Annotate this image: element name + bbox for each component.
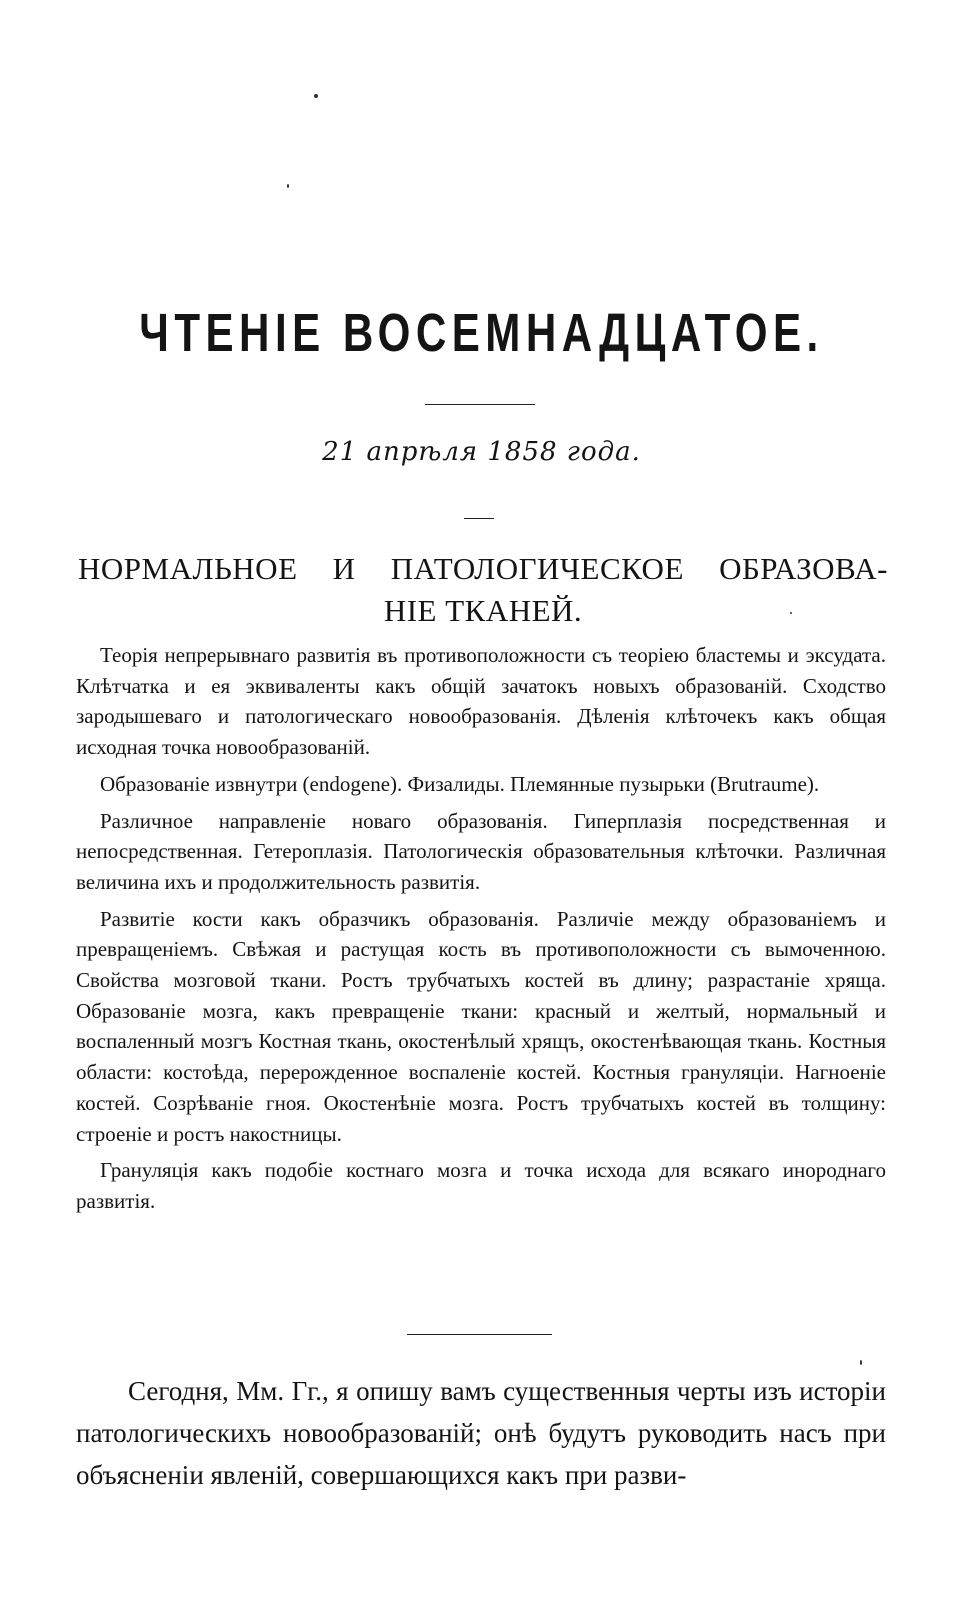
summary-paragraph: Развитіе кости какъ образчикъ образованія. Различіе между образованіемъ и превращеніемъ. Свѣжая и растущая кость въ противоположности съ вымоченною. Свойства мозговой ткани. Ростъ трубчатыхъ костей въ длину; разрастаніе хряща. Образованіе мозга, какъ превращеніе ткани: красный и желтый, нормальный и воспаленный мозгъ Костная ткань, окостенѣлый хрящъ, окостенѣвающая ткань. Костныя области: костоѣда, перерожденное воспаленіе костей. Костныя грануляціи. Нагноеніе костей. Созрѣваніе гноя. Окостенѣніе мозга. Ростъ трубчатыхъ костей въ толщину: строеніе и ростъ накостницы. <box>76 906 886 1146</box>
section-heading-line-2: НІЕ ТКАНЕЙ. <box>383 593 583 628</box>
ink-speck <box>860 1360 862 1365</box>
summary-paragraph: Различное направленіе новаго образованія. Гиперплазія посредственная и непосредственная. Гетероплазія. Патологическія образовательныя клѣточки. Различная величина ихъ и продолжительность развитія. <box>76 808 886 894</box>
body-paragraph: Сегодня, Мм. Гг., я опишу вамъ существенныя черты изъ исторіи патологическихъ новообразованій; онѣ будутъ руководить насъ при объясненіи явленій, совершающихся какъ при разви- <box>76 1376 886 1490</box>
section-heading <box>78 548 888 632</box>
lecture-date: 21 апрѣля 1858 года. <box>322 437 641 467</box>
title-divider <box>425 404 535 405</box>
summary-paragraph: Теорія непрерывнаго развитія въ противоположности съ теоріею бластемы и эксудата. Клѣтчатка и ея эквиваленты какъ общій зачатокъ новыхъ образованій. Сходство зародышеваго и патологическаго новообразованія. Дѣленія клѣточекъ какъ общая исходная точка новообразованій. <box>76 643 886 760</box>
chapter-summary <box>76 640 886 1217</box>
summary-divider <box>407 1334 552 1335</box>
ink-speck <box>314 94 318 98</box>
summary-paragraph: Грануляція какъ подобіе костнаго мозга и точка исхода для всякаго инороднаго развитія. <box>76 1158 886 1213</box>
summary-paragraph: Образованіе извнутри (endogene). Физалиды. Племянные пузырьки (Brutraume). <box>100 771 820 796</box>
section-heading-line-1: НОРМАЛЬНОЕ И ПАТОЛОГИЧЕСКОЕ ОБРАЗОВА- <box>78 551 888 586</box>
date-divider <box>464 518 494 519</box>
chapter-title: ЧТЕНІЕ ВОСЕМНАДЦАТОЕ. <box>139 303 824 363</box>
ink-speck <box>287 184 289 188</box>
